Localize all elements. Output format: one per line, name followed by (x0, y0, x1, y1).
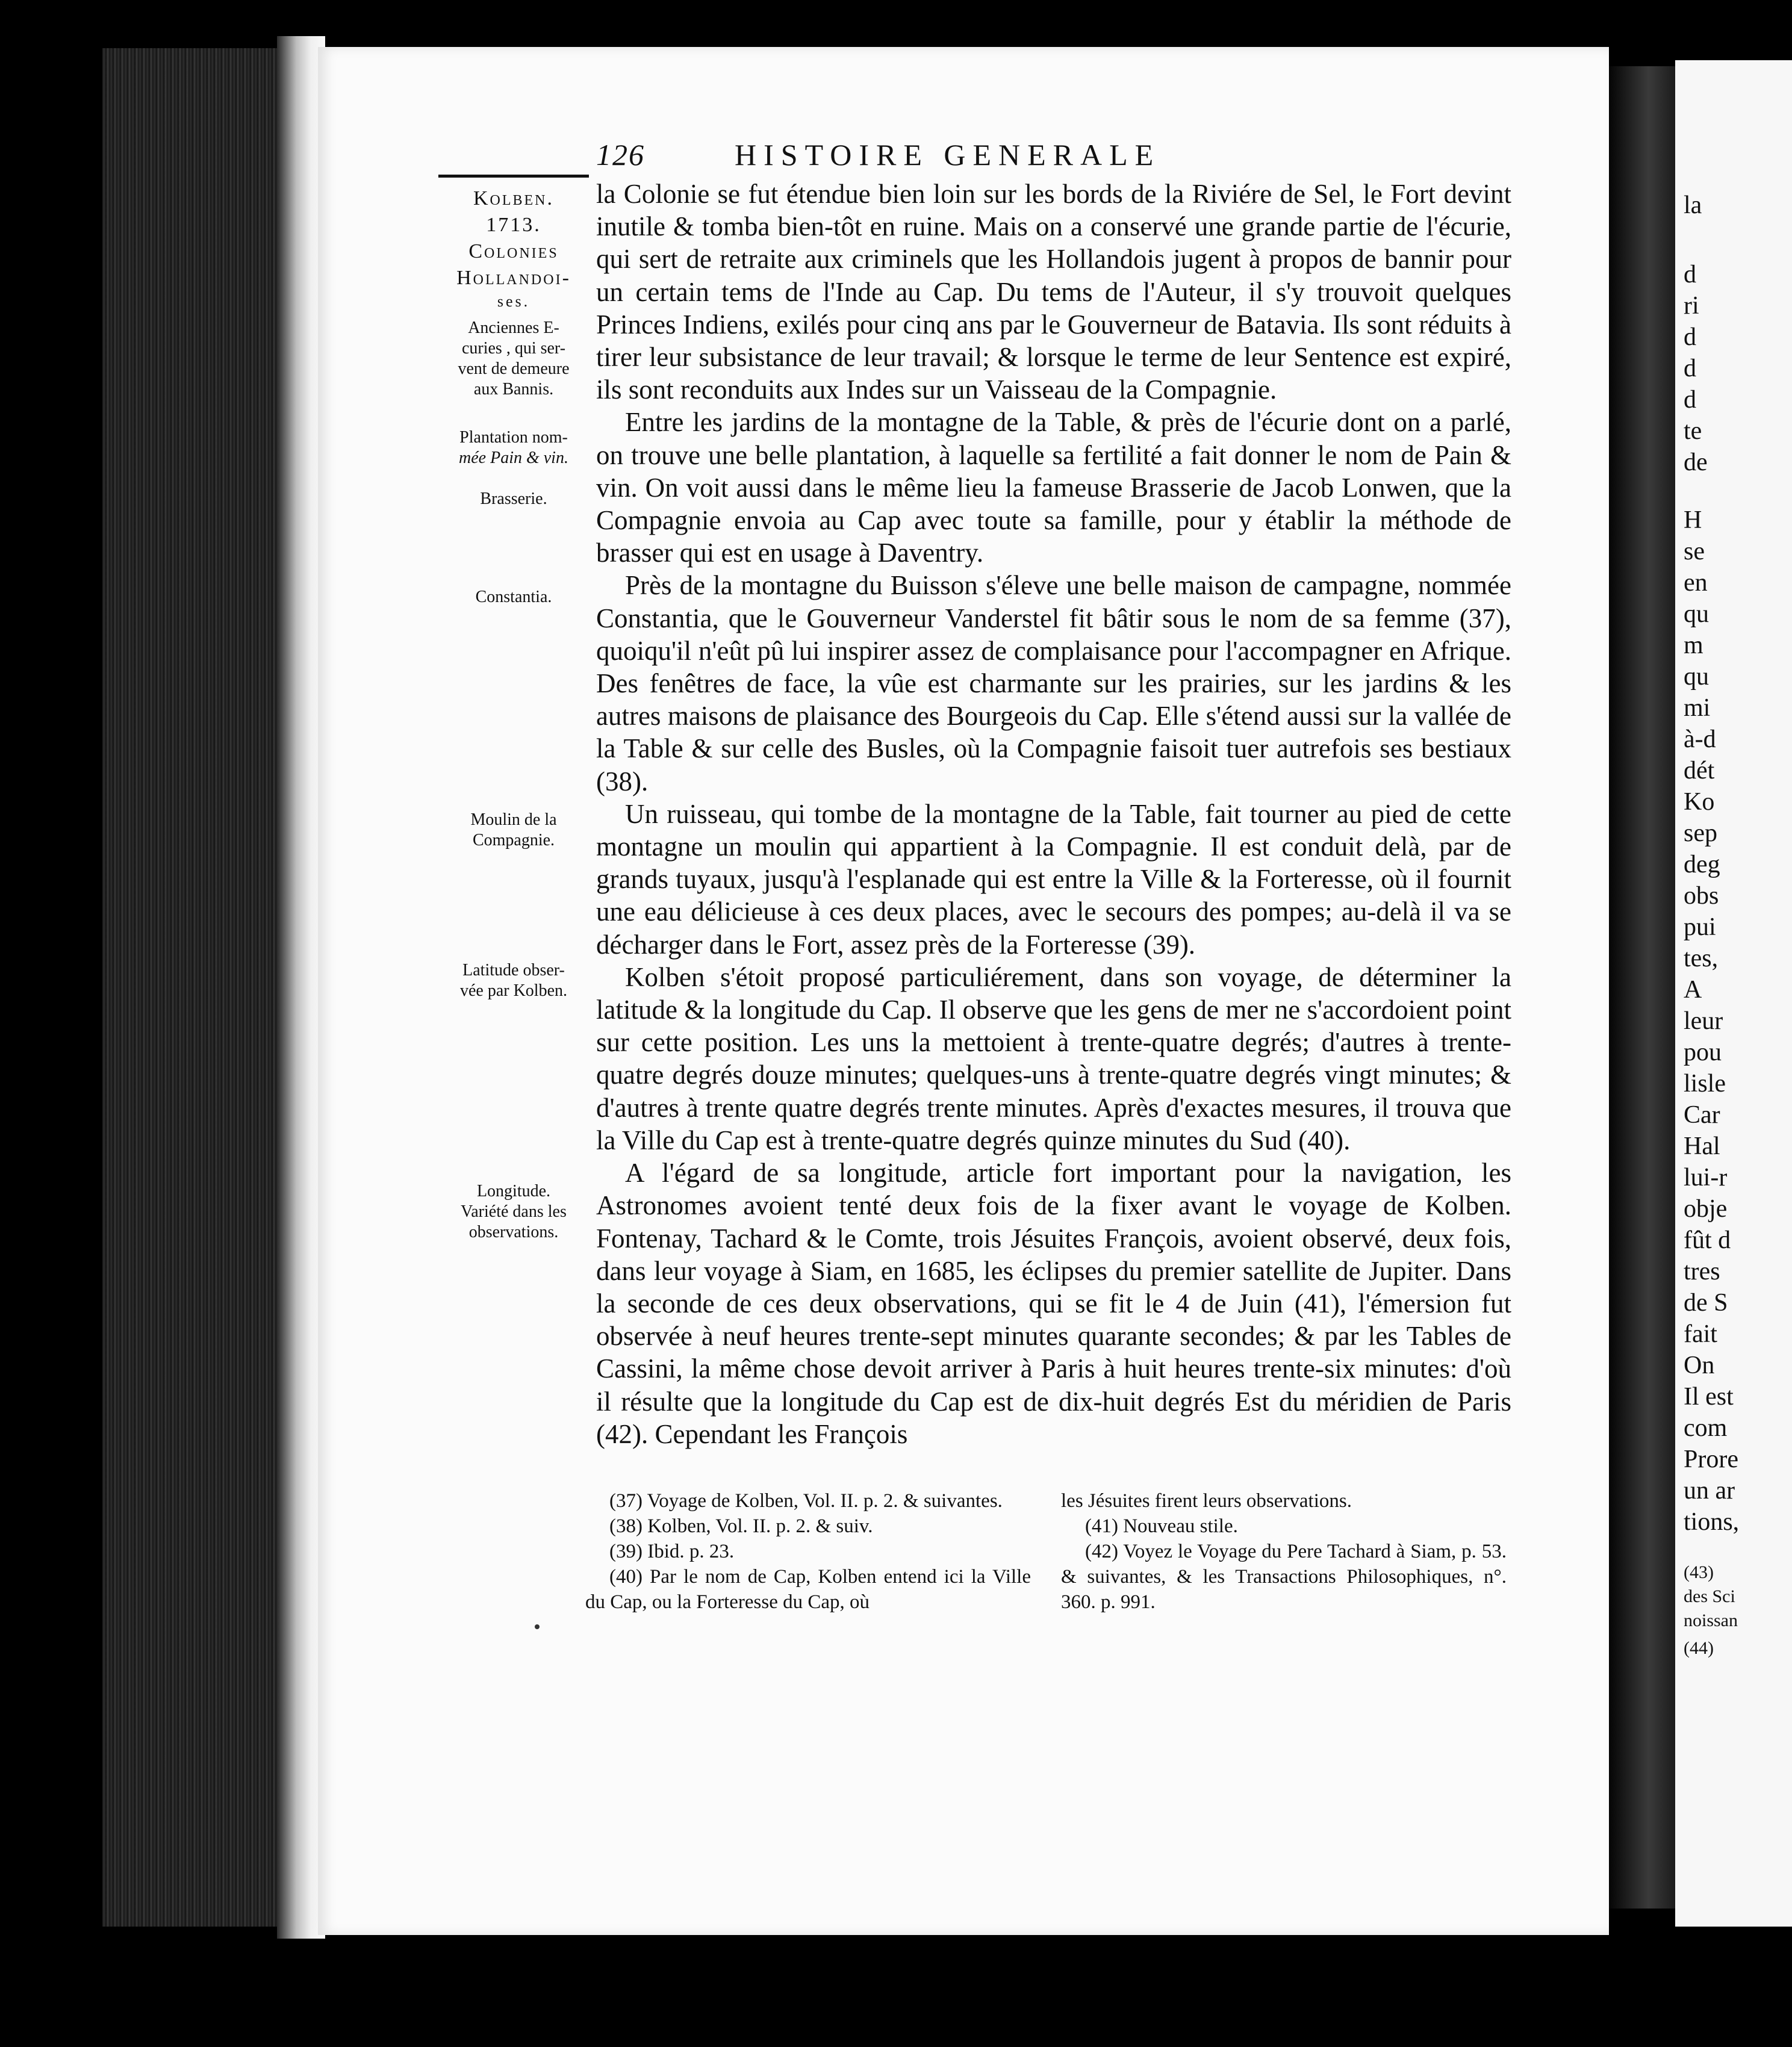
fragment-line: pou (1684, 1039, 1722, 1066)
fragment-line: d (1684, 261, 1696, 288)
footnote: (39) Ibid. p. 23. (609, 1541, 735, 1562)
book-gutter (1609, 66, 1675, 1909)
fragment-line: tres (1684, 1258, 1720, 1285)
margin-note-kolben (438, 185, 589, 312)
margin-note-line: Compagnie. (472, 831, 555, 850)
page-header (596, 137, 1331, 179)
fragment-line: se (1684, 538, 1705, 565)
margin-note-moulin (438, 810, 589, 851)
footnotes-left (585, 1488, 1031, 1615)
fragment-line: deg (1684, 851, 1720, 878)
fragment-line: d (1684, 323, 1696, 351)
paragraph: Kolben s'étoit proposé particuliérement, dans son voyage, de déterminer la latitude & la longitude du Cap. Il observe que les gens de mer ne s'accordoient point sur cette position. Les uns la mettoient à trente-quatre degrés; d'autres à trente-quatre degrés douze minutes; quelques-uns à trente-quatre degrés vingt minutes; & d'autres à trente quatre degrés trente minutes. Après d'exactes mesures, il trouva que la Ville du Cap est à trente-quatre degrés quinze minutes du Sud (40). (596, 961, 1511, 1155)
footnote: (41) Nouveau stile. (1085, 1515, 1238, 1537)
margin-note-line: Anciennes E- (468, 318, 559, 337)
fragment-line: de S (1684, 1289, 1728, 1317)
fragment-line: On (1684, 1352, 1715, 1379)
fragment-line: en (1684, 569, 1708, 597)
paragraph: Près de la montagne du Buisson s'éleve une belle maison de campagne, nommée Constantia, que le Gouverneur Vanderstel fit bâtir sous le nom de sa femme (37), quoiqu'il n'eût pû lui inspirer assez de complaisance pour l'accompagner en Afrique. Des fenêtres de face, la vûe est charmante sur les prairies, sur les jardins & les autres maisons de plaisance des Bourgeois du Cap. Elle s'étend aussi sur la vallée de la Table & sur celle des Busles, où la Compagnie faisoit tuer autrefois ses bestiaux (38). (596, 570, 1511, 797)
fragment-line: obs (1684, 882, 1719, 910)
margin-notes (438, 175, 589, 1241)
margin-note-latitude (438, 960, 589, 1001)
fragment-line: Hal (1684, 1132, 1720, 1160)
fragment-line: d (1684, 355, 1696, 382)
footnote: (40) Par le nom de Cap, Kolben entend ici la Ville du Cap, ou la Forteresse du Cap, où (585, 1566, 1031, 1613)
fragment-line: des Sci (1684, 1586, 1735, 1606)
margin-note-line: Hollandoi- (456, 267, 571, 289)
footnote: (38) Kolben, Vol. II. p. 2. & suiv. (609, 1515, 873, 1537)
next-page-fragment (1675, 60, 1792, 1927)
fragment-line: qu (1684, 600, 1709, 628)
fragment-line: noissan (1684, 1611, 1738, 1630)
ink-mark (535, 1624, 540, 1629)
paragraph: Entre les jardins de la montagne de la Table, & près de l'écurie dont on a parlé, on trouve une belle plantation, à laquelle sa fertilité a fait donner le nom de Pain & vin. On voit aussi dans le même lieu la fameuse Brasserie de Jacob Lonwen, que la Compagnie envoia au Cap avec toute sa famille, pour y établir la méthode de brasser qui est en usage à Daventry. (596, 407, 1511, 568)
margin-note-ecuries (438, 318, 589, 400)
margin-note-line: Moulin de la (470, 810, 557, 829)
footnotes-right (1061, 1488, 1507, 1615)
margin-note-line: mée Pain & vin. (459, 449, 568, 467)
fragment-line: tions, (1684, 1508, 1740, 1536)
margin-note-line: observations. (468, 1223, 559, 1241)
fragment-line: Il est (1684, 1383, 1734, 1411)
margin-note-line: Constantia. (475, 588, 552, 606)
fragment-line: leur (1684, 1007, 1723, 1035)
margin-note-line: Brasserie. (480, 489, 547, 508)
footnote: (42) Voyez le Voyage du Pere Tachard à Siam, p. 53. & suivantes, & les Transactions Philosophiques, n°. 360. p. 991. (1061, 1541, 1507, 1613)
margin-note-line: Variété dans les (461, 1202, 567, 1221)
page-number: 126 (596, 138, 645, 172)
margin-note-line: ses. (497, 293, 530, 310)
fragment-line: obje (1684, 1195, 1728, 1223)
margin-note-constantia (438, 587, 589, 607)
fragment-line: qu (1684, 663, 1709, 691)
fragment-line: com (1684, 1414, 1728, 1442)
margin-note-line: Kolben. (473, 187, 555, 210)
margin-note-longitude (438, 1181, 589, 1243)
margin-note-line: 1713. (486, 214, 541, 236)
fragment-line: lisle (1684, 1070, 1726, 1098)
fragment-line: d (1684, 386, 1696, 414)
fragment-line: tes, (1684, 945, 1719, 972)
margin-note-line: Latitude obser- (462, 961, 565, 980)
margin-note-line: aux Bannis. (473, 380, 554, 399)
fragment-line: te (1684, 417, 1702, 445)
paragraph: A l'égard de sa longitude, article fort important pour la navigation, les Astronomes avoient tenté deux fois de la fixer avant le voyage de Kolben. Fontenay, Tachard & le Comte, trois Jésuites François, avoient observé, deux fois, dans leur voyage à Siam, en 1685, les éclipses du premier satellite de Jupiter. Dans la seconde de ces deux observations, qui se fit le 4 de Juin (41), l'émersion fut observée à neuf heures trente-sept minutes quarante secondes; & par les Tables de Cassini, la même chose devoit arriver à Paris à huit heures trente-six minutes: d'où il résulte que la longitude du Cap est de dix-huit degrés Est du méridien de Paris (42). Cependant les François (596, 1158, 1511, 1449)
fragment-line: A (1684, 976, 1702, 1004)
paragraph: la Colonie se fut étendue bien loin sur les bords de la Riviére de Sel, le Fort devint inutile & tomba bien-tôt en ruine. Mais on a conservé une grande partie de l'écurie, qui sert de retraite aux criminels que les Hollandois jugent à propos de bannir pour un certain tems de l'Inde au Cap. Du tems de l'Auteur, il s'y trouvoit quelques Princes Indiens, exilés pour cinq ans par le Gouverneur de Batavia. Ils sont réduits à tirer leur subsistance de leur travail; & lorsque le terme de leur Sentence est expiré, ils sont reconduits aux Indes sur un Vaisseau de la Compagnie. (596, 179, 1511, 405)
fragment-line: dét (1684, 757, 1715, 784)
paragraph: Un ruisseau, qui tombe de la montagne de la Table, fait tourner au pied de cette montagne un moulin qui appartient à la Compagnie. Il est conduit delà, par de grands tuyaux, jusqu'à l'esplanade qui est entre la Ville & la Forteresse, où il fournit une eau délicieuse à ces deux places, avec le secours des pompes; au-delà il va se décharger dans le Fort, assez près de la Forteresse (39). (596, 798, 1511, 960)
fragment-line: m (1684, 632, 1703, 659)
main-text (596, 178, 1511, 1450)
fragment-line: mi (1684, 694, 1711, 722)
fragment-line: sep (1684, 819, 1717, 847)
fragment-line: lui-r (1684, 1164, 1728, 1191)
margin-note-line: Plantation nom- (459, 428, 568, 447)
margin-note-line: vent de demeure (458, 359, 570, 378)
margin-note-line: vée par Kolben. (459, 981, 568, 1000)
fragment-line: fait (1684, 1320, 1717, 1348)
fragment-line: H (1684, 506, 1702, 534)
margin-note-line: curies , qui ser- (461, 339, 566, 358)
fragment-line: (44) (1684, 1638, 1714, 1658)
margin-note-brasserie (438, 489, 589, 509)
fragment-line: fût d (1684, 1226, 1731, 1254)
fragment-line: la (1684, 191, 1702, 219)
footnotes (585, 1488, 1507, 1615)
fragment-line: Ko (1684, 788, 1715, 816)
footnote: les Jésuites firent leurs observations. (1061, 1490, 1352, 1512)
fragment-line: un ar (1684, 1477, 1735, 1505)
margin-note-plantation (438, 427, 589, 468)
margin-note-line: Colonies (468, 240, 559, 262)
margin-note-line: Longitude. (476, 1182, 551, 1201)
fragment-line: de (1684, 449, 1708, 476)
fragment-line: ri (1684, 292, 1699, 320)
fragment-line: Car (1684, 1101, 1720, 1129)
footnote: (37) Voyage de Kolben, Vol. II. p. 2. & suivantes. (609, 1490, 1003, 1512)
fragment-line: (43) (1684, 1562, 1714, 1582)
fragment-line: Prore (1684, 1446, 1738, 1473)
fragment-line: pui (1684, 913, 1716, 941)
running-title: HISTOIRE GENERALE (735, 138, 1161, 172)
margin-rule (438, 175, 589, 178)
fragment-line: à-d (1684, 725, 1716, 753)
